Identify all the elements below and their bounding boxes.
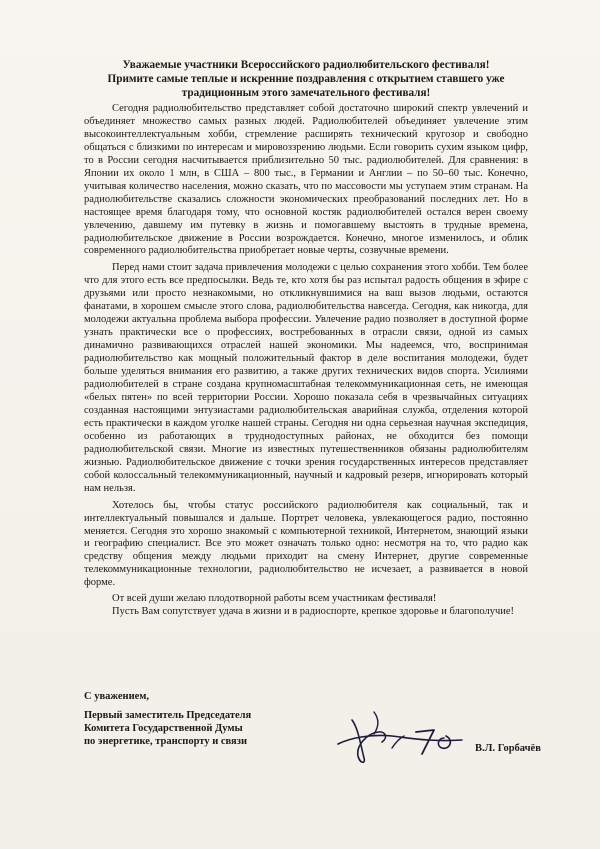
letter-body bbox=[84, 103, 528, 619]
position-line-3: по энергетике, транспорту и связи bbox=[84, 736, 248, 747]
position-line-2: Комитета Государственной Думы bbox=[84, 723, 243, 734]
paragraph-closing: Пусть Вам сопутствует удача в жизни и в радиоспорте, крепкое здоровье и благополучие! bbox=[112, 606, 515, 618]
closing-greeting: С уважением, bbox=[84, 691, 150, 702]
paragraph-status: Хотелось бы, чтобы статус российского радиолюбителя как социальный, так и интеллектуальный повышался и дальше. Портрет человека, увлекающегося радио, постоянно меняется. Сегодня это хорошо знакомый с компьютерной техникой, Интернетом, знающий языки и географию специалист. Все это может означать только одно: несмотря на то, что радио как средству общения между людьми приходит на смену Интернет, другие современные телекоммуникационные технологии, радиолюбительство не исчезает, а развивается в новой форме. bbox=[84, 499, 528, 589]
paragraph-intro: Сегодня радиолюбительство представляет собой достаточно широкий спектр увлечений и объединяет множество самых разных людей. Радиолюбителей объединяет увлечение этим высокоинтеллектуальным хобби, стремление расширять технический кругозор и свободно общаться с близкими по интересам и мировоззрению людьми. Если говорить сухим языком цифр, то в России сегодня насчитывается приблизительно 50 тыс. радиолюбителей. Для сравнения: в Японии их около 1 млн, в США – 800 тыс., в Германии и Англии – по 50–60 тыс. Конечно, учитывая количество населения, можно сказать, что по массовости мы уступаем этим странам. На радиолюбительстве сказались сложности экономических преобразований последних лет. Но в настоящее время благодаря тому, что основной костяк радиолюбителей остался верен своему увлечению, давшему им путевку в жизнь и помогавшему выстоять в трудные времена, радиолюбительское движение в России возрождается. Конечно, многое изменилось, и облик современного радиолюбительства приобретает новые черты, созвучные времени. bbox=[84, 103, 528, 257]
heading-line-3: традиционным этого замечательного фестиваля! bbox=[181, 87, 431, 99]
signature-block bbox=[84, 690, 251, 748]
paragraph-youth: Перед нами стоит задача привлечения молодежи с целью сохранения этого хобби. Тем более что для этого есть все предпосылки. Ведь те, кто хотя бы раз испытал радость общения в эфире с друзьями или просто незнакомыми, но откликнувшимися на ваш вызов людьми, остаются фанатами, в хорошем смысле этого слова, радиолюбительства навсегда. Сегодня, как никогда, для молодежи актуальна проблема выбора профессии. Увлечение радио позволяет в доступной форме узнать практически все о профессиях, востребованных в отрасли связи, одной из самых динамично развивающихся отраслей нашей экономики. Мы надеемся, что, воспринимая радиолюбительство как мощный положительный фактор в деле воспитания молодежи, будет больше уделяться внимания его развитию, а также других технических видов спорта. Усилиями радиолюбителей в стране создана крупномасштабная телекоммуникационная сеть, не имеющая «белых пятен» по всей территории России. Хорошо показала себя в чрезвычайных ситуациях созданная настоящими энтузиастами радиолюбительская аварийная служба, отделения которой есть практически в каждом уголке нашей страны. Сегодня ни одна серьезная научная экспедиция, особенно из работающих в труднодоступных районах, не обходится без помощи радиолюбительской связи. Многие из известных путешественников обязаны радиолюбителям жизнью. Радиолюбительское движение с точки зрения государственных интересов представляет собой колоссальный телекоммуникационный, научный и кадровый резерв, игнорировать который нам нельзя. bbox=[84, 262, 528, 494]
paragraph-wish: От всей души желаю плодотворной работы всем участникам фестиваля! bbox=[112, 593, 437, 605]
handwritten-signature bbox=[330, 698, 470, 768]
signer-name: В.Л. Горбачёв bbox=[475, 743, 541, 754]
heading-line-2: Примите самые теплые и искренние поздравления с открытием ставшего уже bbox=[107, 73, 505, 85]
position-line-1: Первый заместитель Председателя bbox=[84, 710, 252, 721]
heading-line-1: Уважаемые участники Всероссийского радиолюбительского фестиваля! bbox=[122, 59, 490, 71]
letter-heading bbox=[84, 58, 528, 100]
